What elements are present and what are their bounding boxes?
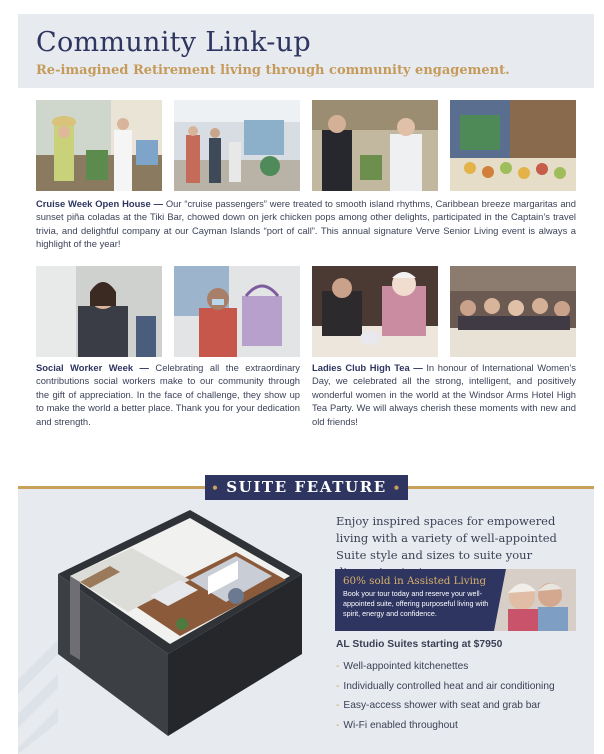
- dash-marker: -: [336, 719, 340, 731]
- cruise-photo-2: [174, 100, 300, 191]
- social-worker-body: Celebrating all the extraordinary contributions social workers make to our community through the gift of appreciation. In the face of challenge, they show up to make the world a better place. Thank you for your dedication and strength.: [36, 362, 300, 427]
- suite-intro-text: Enjoy inspired spaces for empowered living with a variety of well-appointed Suite style and sizes to suite your: [336, 514, 557, 562]
- feature-text: Well-appointed kitchenettes: [343, 661, 469, 672]
- suite-feature-label: SUITE FEATURE: [226, 478, 387, 496]
- cruise-week-title: Cruise Week Open House —: [36, 198, 163, 209]
- feature-list-item: [336, 661, 555, 681]
- social-worker-photo-1: [36, 266, 162, 357]
- dash-marker: -: [336, 661, 340, 672]
- cruise-photo-1: [36, 100, 162, 191]
- high-tea-body: In honour of International Women’s Day, we celebrated all the strong, intelligent, and positively wonderful women in the world at the Windsor Arms Hotel High Tea Party. We will always cherish these moments with new and old friends!: [312, 362, 576, 427]
- promo-banner: [335, 569, 576, 631]
- social-worker-photo-2: [174, 266, 300, 357]
- feature-list-item: [336, 700, 555, 720]
- high-tea-title: Ladies Club High Tea —: [312, 362, 423, 373]
- cruise-week-paragraph: [36, 197, 576, 251]
- bullet-dot-right: •: [386, 481, 402, 495]
- high-tea-photo-1: [312, 266, 438, 357]
- social-worker-title: Social Worker Week —: [36, 362, 149, 373]
- promo-body: Book your tour today and reserve your well-appointed suite, offering purposeful living with spirit, energy and confidence.: [343, 589, 489, 619]
- page-subtitle: Re-imagined Retirement living through community engagement.: [36, 63, 510, 78]
- suite-feature-tag: [205, 475, 408, 500]
- promo-photo: [488, 569, 576, 631]
- feature-text: Easy-access shower with seat and grab bar: [343, 700, 541, 711]
- cruise-week-body: Our “cruise passengers” were treated to smooth island rhythms, Caribbean breeze margaritas and sunset piña coladas at the Tiki Bar, chowed down on jerk chicken pops among other delights, participated in the Captain’s travel trivia, and delightful company at our Cayman Islands “port of call”. This annual signature Verve Senior Living event is always a highlight of the year!: [36, 198, 576, 250]
- suite-floorplan-image: [40, 504, 312, 740]
- feature-list-item: [336, 720, 555, 740]
- social-worker-paragraph: [36, 361, 300, 428]
- feature-list-item: [336, 681, 555, 701]
- cruise-photo-3: [312, 100, 438, 191]
- bullet-dot-left: •: [211, 481, 227, 495]
- cruise-photo-4: [450, 100, 576, 191]
- promo-heading: 60% sold in Assisted Living: [343, 575, 487, 587]
- feature-text: Individually controlled heat and air conditioning: [343, 680, 555, 692]
- suite-price: AL Studio Suites starting at $7950: [336, 639, 503, 650]
- feature-text: Wi-Fi enabled throughout: [343, 719, 458, 731]
- feature-list: [336, 661, 555, 739]
- high-tea-photo-2: [450, 266, 576, 357]
- high-tea-paragraph: [312, 361, 576, 428]
- dash-marker: -: [336, 680, 340, 692]
- dash-marker: -: [336, 700, 340, 711]
- page-title: Community Link-up: [36, 27, 311, 58]
